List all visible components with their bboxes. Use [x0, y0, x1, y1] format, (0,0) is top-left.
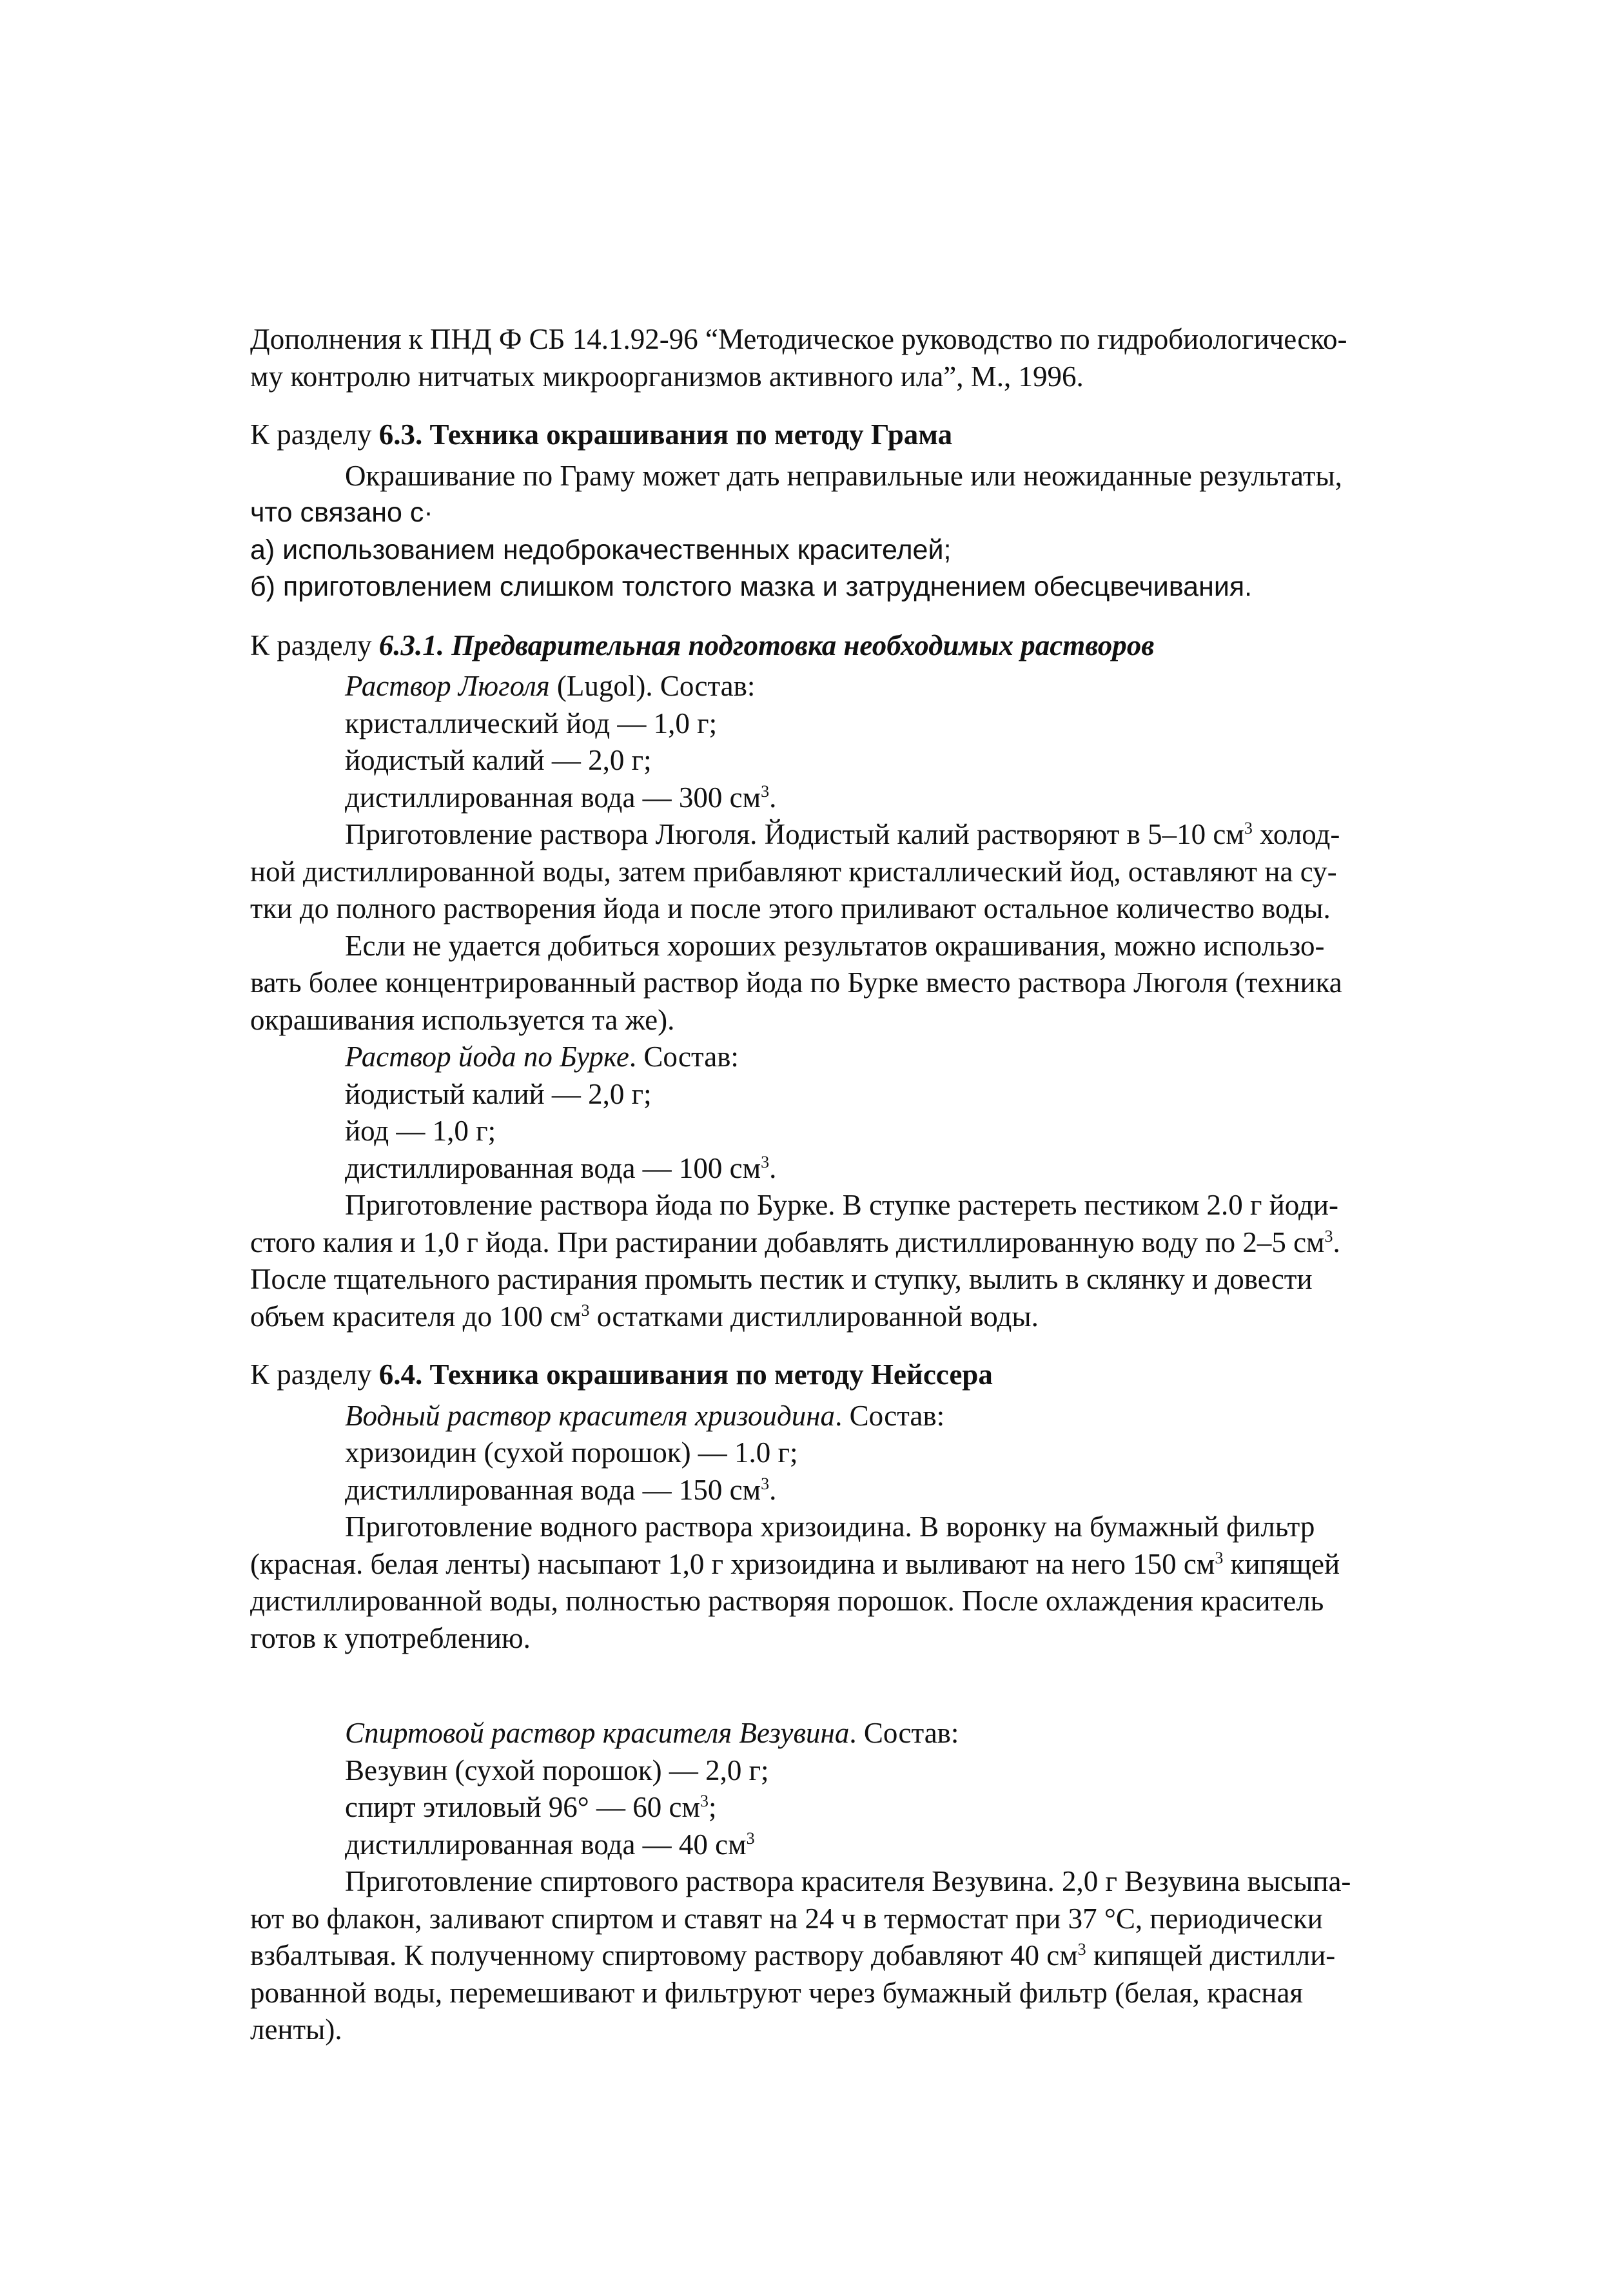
recipe-component: йодистый калий — 2,0 г; — [345, 1077, 652, 1110]
superscript: 3 — [700, 1792, 709, 1810]
recipe-title — [250, 1715, 1404, 1752]
section-title: 6.3.1. Предварительная подготовка необходимых растворов — [378, 629, 1155, 661]
text-line: ной дистиллированной воды, затем прибавляют кристаллический йод, оставляют на су- — [250, 855, 1337, 888]
recipe-component: хризоидин (сухой порошок) — 1.0 г; — [345, 1436, 798, 1469]
recipe-name: Спиртовой раствор красителя Везувина — [345, 1717, 850, 1749]
section-heading-6-3-1 — [250, 627, 1404, 665]
text-line — [250, 1224, 1404, 1262]
superscript: 3 — [1077, 1940, 1086, 1959]
component-text: дистиллированная вода — 150 см — [345, 1473, 761, 1506]
intro-line: му контролю нитчатых микроорганизмов активного ила”, М., 1996. — [250, 360, 1084, 393]
recipe-component: йод — 1,0 г; — [345, 1115, 496, 1147]
text-line: тки до полного растворения йода и после этого приливают остальное количество воды. — [250, 892, 1331, 924]
text-line: Окрашивание по Граму может дать неправильные или неожиданные результаты, — [345, 459, 1342, 492]
component-text: дистиллированная вода — 100 см — [345, 1151, 761, 1184]
superscript: 3 — [761, 1152, 770, 1171]
recipe-component — [250, 779, 1404, 817]
text-line: После тщательного растирания промыть пестик и ступку, вылить в склянку и довести — [250, 1263, 1313, 1295]
list-item: б) приготовлением слишком толстого мазка и затруднением обесцвечивания. — [250, 571, 1253, 602]
text-run: объем красителя до 100 см — [250, 1300, 582, 1333]
text-line — [250, 1937, 1404, 1975]
recipe-component: йодистый калий — 2,0 г; — [345, 744, 652, 776]
recipe-suffix: . Состав: — [849, 1717, 959, 1749]
superscript: 3 — [1324, 1226, 1333, 1246]
recipe-title — [250, 668, 1404, 705]
recipe-name: Раствор Люголя — [345, 670, 550, 702]
section-prefix: К разделу — [250, 629, 379, 661]
superscript: 3 — [1244, 819, 1253, 837]
text-run: кипящей — [1223, 1547, 1340, 1580]
text-line: ют во флакон, заливают спиртом и ставят на 24 ч в термостат при 37 °С, периодически — [250, 1902, 1323, 1935]
punct: ; — [709, 1791, 717, 1823]
punct: . — [769, 781, 777, 814]
recipe-component: Везувин (сухой порошок) — 2,0 г; — [345, 1754, 769, 1786]
text-line — [250, 816, 1404, 854]
recipe-component: кристаллический йод — 1,0 г; — [345, 707, 718, 739]
text-line — [250, 1546, 1404, 1583]
text-line: окрашивания используется та же). — [250, 1003, 675, 1036]
text-line: ленты). — [250, 2013, 342, 2046]
recipe-name: Раствор йода по Бурке — [345, 1041, 629, 1073]
intro-line: Дополнения к ПНД Ф СБ 14.1.92-96 “Методическое руководство по гидробиологическо- — [250, 323, 1347, 355]
text-run: холод- — [1252, 818, 1340, 850]
text-run: остатками дистиллированной воды. — [589, 1300, 1039, 1333]
text-line: рованной воды, перемешивают и фильтруют через бумажный фильтр (белая, красная — [250, 1976, 1304, 2009]
recipe-title — [250, 1398, 1404, 1435]
list-item: а) использованием недоброкачественных красителей; — [250, 534, 952, 565]
superscript: 3 — [761, 1474, 770, 1493]
section-heading-6-4 — [250, 1356, 1404, 1394]
recipe-component — [250, 1826, 1404, 1864]
text-line — [250, 1298, 1404, 1336]
section-prefix: К разделу — [250, 418, 379, 451]
text-line: Приготовление водного раствора хризоидина. В воронку на бумажный фильтр — [345, 1511, 1315, 1543]
section-prefix: К разделу — [250, 1358, 379, 1391]
component-text: дистиллированная вода — 40 см — [345, 1828, 747, 1861]
text-line: Приготовление раствора йода по Бурке. В ступке растереть пестиком 2.0 г йоди- — [345, 1189, 1338, 1221]
superscript: 3 — [1215, 1548, 1224, 1567]
section-title: 6.3. Техника окрашивания по методу Грама — [378, 418, 953, 451]
punct: . — [1333, 1226, 1340, 1258]
superscript: 3 — [581, 1300, 590, 1320]
recipe-name: Водный раствор красителя хризоидина — [345, 1399, 836, 1432]
document-page — [250, 321, 1404, 2049]
text-run: кипящей дистилли- — [1086, 1939, 1336, 1971]
punct: . — [769, 1473, 777, 1506]
text-run: взбалтывая. К полученному спиртовому раствору добавляют 40 см — [250, 1939, 1078, 1971]
intro-paragraph — [250, 321, 1404, 395]
recipe-component — [250, 1789, 1404, 1826]
text-line: вать более концентрированный раствор йода по Бурке вместо раствора Люголя (техника — [250, 966, 1342, 999]
text-line: Если не удается добиться хороших результатов окрашивания, можно использо- — [345, 929, 1325, 962]
text-line: готов к употреблению. — [250, 1621, 531, 1654]
section-title: 6.4. Техника окрашивания по методу Нейссера — [378, 1358, 993, 1391]
punct: . — [769, 1151, 777, 1184]
recipe-suffix: . Состав: — [835, 1399, 945, 1432]
text-line: что связано с· — [250, 497, 433, 528]
recipe-suffix: (Lugol). Состав: — [549, 670, 756, 702]
recipe-suffix: . Состав: — [629, 1041, 739, 1073]
section-heading-6-3 — [250, 416, 1404, 454]
recipe-component — [250, 1150, 1404, 1188]
recipe-title — [250, 1039, 1404, 1076]
superscript: 3 — [746, 1828, 755, 1848]
component-text: спирт этиловый 96° — 60 см — [345, 1791, 700, 1823]
superscript: 3 — [761, 781, 770, 801]
component-text: дистиллированная вода — 300 см — [345, 781, 761, 814]
text-line: дистиллированной воды, полностью растворяя порошок. После охлаждения краситель — [250, 1585, 1324, 1617]
text-run: (красная. белая ленты) насыпают 1,0 г хризоидина и выливают на него 150 см — [250, 1547, 1215, 1580]
recipe-component — [250, 1472, 1404, 1509]
text-line: Приготовление спиртового раствора красителя Везувина. 2,0 г Везувина высыпа- — [345, 1865, 1351, 1897]
text-run: Приготовление раствора Люголя. Йодистый калий растворяют в 5–10 см — [345, 818, 1244, 850]
text-run: стого калия и 1,0 г йода. При растирании добавлять дистиллированную воду по 2–5 см — [250, 1226, 1325, 1258]
